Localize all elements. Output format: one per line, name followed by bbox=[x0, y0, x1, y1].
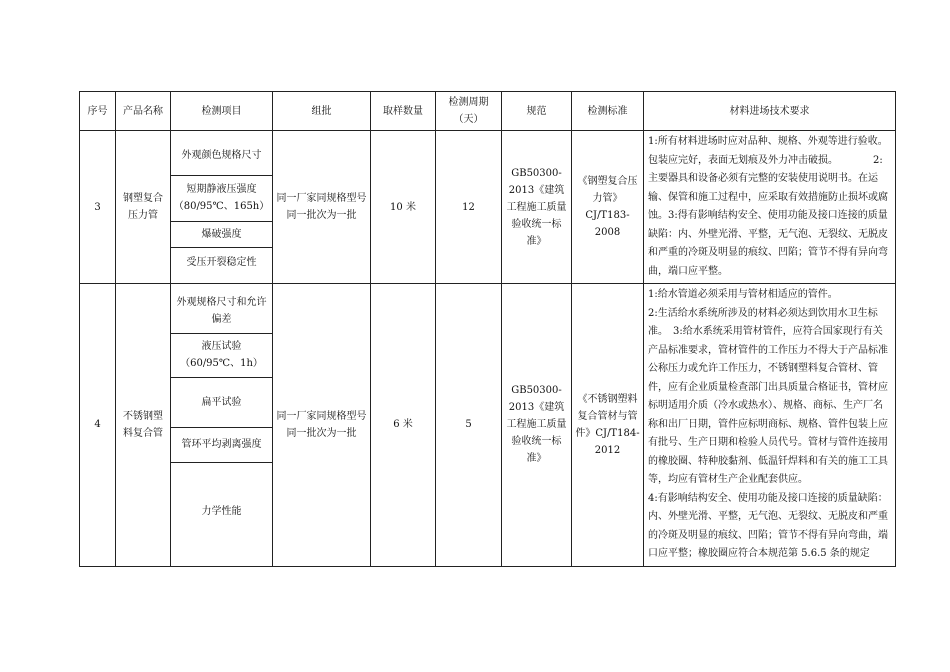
header-sample-qty: 取样数量 bbox=[371, 92, 436, 131]
header-row bbox=[80, 92, 896, 131]
row-product-name: 钢塑复合压力管 bbox=[116, 131, 171, 284]
row-batch: 同一厂家同规格型号同一批次为一批 bbox=[273, 284, 371, 567]
row-code: GB50300-2013《建筑工程施工质量验收统一标准》 bbox=[502, 284, 572, 567]
test-item: 外观颜色规格尺寸 bbox=[171, 137, 272, 176]
row-batch: 同一厂家同规格型号同一批次为一批 bbox=[273, 131, 371, 284]
row-sample-qty: 10 米 bbox=[371, 131, 436, 284]
spec-table bbox=[79, 91, 896, 567]
row-test-cycle: 12 bbox=[436, 131, 502, 284]
row-test-items bbox=[171, 131, 273, 284]
row-standard: 《钢塑复合压力管》CJ/T183-2008 bbox=[572, 131, 644, 284]
row-sample-qty: 6 米 bbox=[371, 284, 436, 567]
table-row bbox=[80, 131, 896, 284]
header-test-cycle: 检测周期（天） bbox=[436, 92, 502, 131]
row-standard: 《不锈钢塑料复合管材与管件》CJ/T184-2012 bbox=[572, 284, 644, 567]
header-requirements: 材料进场技术要求 bbox=[644, 92, 896, 131]
header-code: 规范 bbox=[502, 92, 572, 131]
row-test-cycle: 5 bbox=[436, 284, 502, 567]
requirement-line: 4:有影响结构安全、使用功能及接口连接的质量缺陷：内、外壁光滑、平整，无气泡、无裂纹、无脱皮和严重的冷斑及明显的痕纹、凹陷；管节不得有异向弯曲，端口应平整；橡胶圈应符合本规范第 5.6.5 条的规定 bbox=[648, 492, 888, 559]
table-row bbox=[80, 284, 896, 567]
row-code: GB50300-2013《建筑工程施工质量验收统一标准》 bbox=[502, 131, 572, 284]
row-requirements bbox=[644, 284, 896, 567]
test-item: 液压试验（60/95℃、1h） bbox=[171, 334, 272, 378]
test-item: 扁平试验 bbox=[171, 378, 272, 428]
row-no: 3 bbox=[80, 131, 116, 284]
test-item: 受压开裂稳定性 bbox=[186, 257, 257, 268]
requirement-line: 1:给水管道必须采用与管材相适应的管件。 bbox=[648, 289, 838, 300]
test-item: 短期静液压强度（80/95℃、165h） bbox=[171, 176, 272, 222]
test-item: 爆破强度 bbox=[171, 222, 272, 248]
test-item: 管环平均剥离强度 bbox=[171, 428, 272, 463]
header-standard: 检测标准 bbox=[572, 92, 644, 131]
row-no: 4 bbox=[80, 284, 116, 567]
header-test-items: 检测项目 bbox=[171, 92, 273, 131]
header-no: 序号 bbox=[80, 92, 116, 131]
header-batch: 组批 bbox=[273, 92, 371, 131]
row-test-items bbox=[171, 284, 273, 567]
test-item: 外观规格尺寸和允许偏差 bbox=[171, 290, 272, 334]
row-product-name: 不锈钢塑料复合管 bbox=[116, 284, 171, 567]
row-requirements: 1:所有材料进场时应对品种、规格、外观等进行验收。包装应完好，表面无划痕及外力冲击破损。 2:主要器具和设备必须有完整的安装使用说明书。在运输、保管和施工过程中，应采取有效措施防止损坏或腐蚀。3:得有影响结构安全、使用功能及接口连接的质量缺陷：内、外壁光滑、平整，无气泡、无裂纹、无脱皮和严重的冷斑及明显的痕纹、凹陷；管节不得有异向弯曲，端口应平整。 bbox=[644, 131, 896, 284]
header-product-name: 产品名称 bbox=[116, 92, 171, 131]
test-item: 力学性能 bbox=[201, 505, 242, 517]
requirement-line: 2:生活给水系统所涉及的材料必须达到饮用水卫生标准。 3:给水系统采用管材管件，应符合国家现行有关产品标准要求，管材管件的工作压力不得大于产品标准公称压力或允许工作压力，不锈钢塑料复合管材、管件，应有企业质量检查部门出具质量合格证书，管材应标明适用介质（冷水或热水）、规格、商标、生产厂名称和出厂日期，管件应标明商标、规格、管件包装上应有批号、生产日期和检验人员代号。管材与管件连接用的橡胶圈、特种胶黏剂、低温钎焊料和有关的施工工具等，均应有管材生产企业配套供应。 bbox=[648, 307, 888, 485]
